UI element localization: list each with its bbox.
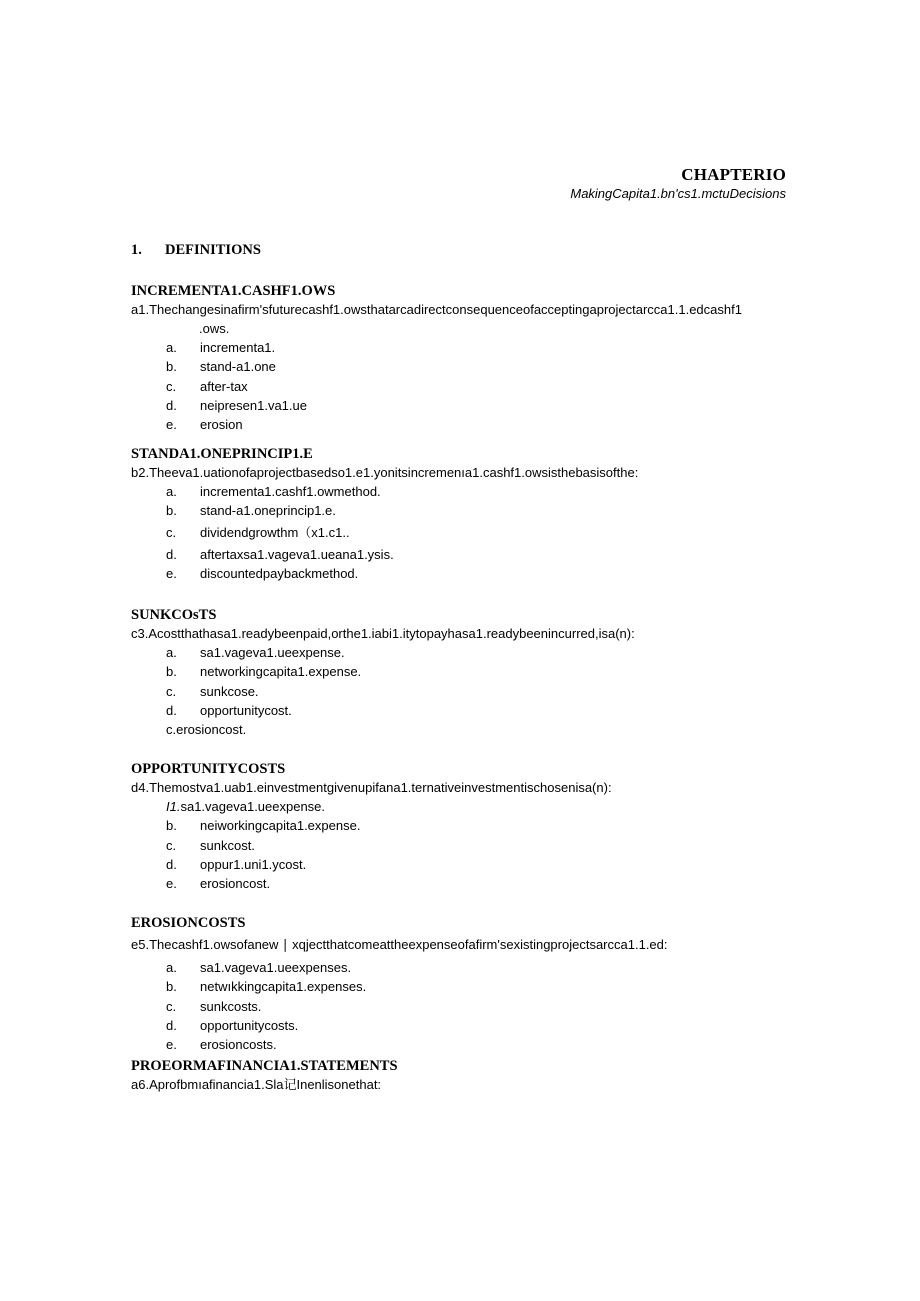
answer-option	[131, 377, 791, 396]
answer-option	[131, 643, 791, 662]
option-text: neiworkingcapita1.expense.	[200, 818, 361, 834]
answer-option	[131, 836, 791, 855]
option-text: sunkcost.	[200, 837, 255, 853]
option-text: opportunitycost.	[200, 702, 292, 718]
section-title: DEFINITIONS	[165, 242, 261, 258]
option-text: opportunitycosts.	[200, 1017, 299, 1033]
question-text: c3.Acostthathasa1.readybeenpaid,orthe1.iabi1.itytopayhasa1.readybeenincurred,isa(n):	[131, 626, 635, 641]
option-text: stand-a1.oneprincip1.e.	[200, 503, 336, 519]
option-text: netwıkkingcapita1.expenses.	[200, 979, 367, 995]
option-text: sunkcose.	[200, 683, 259, 699]
option-text: sa1.vageva1.ueexpense.	[180, 799, 326, 814]
option-letter: b.	[166, 664, 177, 680]
question-block	[131, 282, 791, 434]
question-text: b2.Theeva1.uationofaprojectbasedso1.e1.yonitsincremenıa1.cashf1.owsisthebasisofthe:	[131, 465, 639, 480]
answer-option	[131, 521, 791, 545]
question-text: a6.Aprofbmıafinancia1.Sla记Inenlisonethat:	[131, 1077, 382, 1092]
section-heading	[131, 242, 261, 259]
answer-option	[131, 564, 791, 583]
option-text: discountedpaybackmethod.	[200, 565, 359, 581]
answer-options	[131, 958, 791, 1054]
option-letter: a.	[166, 484, 177, 499]
question-block	[131, 914, 791, 1054]
option-text: c.erosioncost.	[166, 722, 247, 738]
option-letter: c.	[166, 837, 177, 853]
option-letter: a.	[166, 645, 177, 660]
option-text: dividendgrowthm（x1.c1..	[200, 524, 350, 540]
answer-option	[131, 1035, 791, 1054]
question-block	[131, 606, 791, 739]
option-letter: d.	[166, 546, 177, 562]
question-text: a1.Thechangesinafirm'sfuturecashf1.owsthatarcadirectconsequenceofacceptingaprojectarcca1.1.edcashf1	[131, 302, 742, 317]
option-text: sunkcosts.	[200, 998, 262, 1014]
option-letter: e.	[166, 1037, 177, 1053]
chapter-title: CHAPTERIO	[681, 165, 786, 184]
section-number: 1.	[131, 242, 142, 258]
answer-option	[131, 396, 791, 415]
option-text: after-tax	[200, 378, 248, 394]
option-letter: d.	[166, 702, 177, 718]
answer-options	[131, 338, 791, 434]
option-letter: a.	[166, 340, 177, 355]
option-letter: b.	[166, 359, 177, 375]
answer-option	[131, 816, 791, 835]
option-letter: b.	[166, 818, 177, 834]
option-letter: c.	[166, 998, 177, 1014]
answer-option	[131, 662, 791, 681]
question-heading: STANDA1.ONEPRINCIP1.E	[131, 446, 313, 462]
option-text: erosioncosts.	[200, 1037, 277, 1053]
answer-options	[131, 797, 791, 893]
answer-option	[131, 797, 791, 816]
option-text: oppur1.uni1.ycost.	[200, 856, 307, 872]
answer-option	[131, 357, 791, 376]
option-letter: c.	[166, 683, 177, 699]
option-text: sa1.vageva1.ueexpenses.	[200, 960, 352, 975]
question-block	[131, 445, 791, 583]
option-letter: c.	[166, 524, 177, 540]
question-heading: INCREMENTA1.CASHF1.OWS	[131, 283, 336, 299]
answer-options	[131, 643, 791, 739]
answer-option	[131, 977, 791, 996]
answer-option	[131, 874, 791, 893]
question-heading: EROSIONCOSTS	[131, 915, 246, 931]
question-text: d4.Themostva1.uab1.einvestmentgivenupifana1.ternativeinvestmentischosenisa(n):	[131, 780, 612, 795]
answer-option	[131, 997, 791, 1016]
answer-option	[131, 338, 791, 357]
question-block	[131, 1057, 791, 1094]
answer-option	[131, 545, 791, 564]
option-letter: b.	[166, 979, 177, 995]
option-text: networkingcapita1.expense.	[200, 664, 362, 680]
option-letter: e.	[166, 565, 177, 581]
option-letter: a.	[166, 960, 177, 975]
option-text: erosioncost.	[200, 876, 271, 892]
chapter-subtitle: MakingCapita1.bn'cs1.mctuDecisions	[570, 186, 786, 201]
option-text: stand-a1.one	[200, 359, 276, 375]
answer-option	[131, 682, 791, 701]
answer-option	[131, 701, 791, 720]
answer-option	[131, 482, 791, 501]
answer-options	[131, 482, 791, 583]
option-letter: d.	[166, 397, 177, 413]
answer-option	[131, 415, 791, 434]
question-text: e5.Thecashf1.owsofanew ∣ xqjectthatcomeattheexpenseofafirm'sexistingprojectsarcca1.1.ed:	[131, 937, 668, 952]
question-text-continuation: .ows.	[199, 321, 230, 336]
option-text: aftertaxsa1.vageva1.ueana1.ysis.	[200, 546, 394, 562]
option-text: incrementa1.	[200, 340, 276, 355]
option-letter: d.	[166, 856, 177, 872]
option-letter: b.	[166, 503, 177, 519]
question-heading: SUNKCOsTS	[131, 607, 217, 623]
answer-option	[131, 958, 791, 977]
option-text: erosion	[200, 417, 243, 433]
option-letter: e.	[166, 417, 177, 433]
question-heading: PROEORMAFINANCIA1.STATEMENTS	[131, 1058, 398, 1074]
answer-option	[131, 855, 791, 874]
option-letter: e.	[166, 876, 177, 892]
option-letter: I1.	[166, 799, 181, 814]
option-letter: c.	[166, 378, 177, 394]
option-text: incrementa1.cashf1.owmethod.	[200, 484, 381, 499]
option-letter: d.	[166, 1017, 177, 1033]
question-heading: OPPORTUNITYCOSTS	[131, 761, 286, 777]
answer-option	[131, 1016, 791, 1035]
answer-option	[131, 501, 791, 520]
answer-option	[131, 720, 791, 739]
question-block	[131, 760, 791, 893]
option-text: sa1.vageva1.ueexpense.	[200, 645, 345, 660]
option-text: neipresen1.va1.ue	[200, 397, 307, 413]
